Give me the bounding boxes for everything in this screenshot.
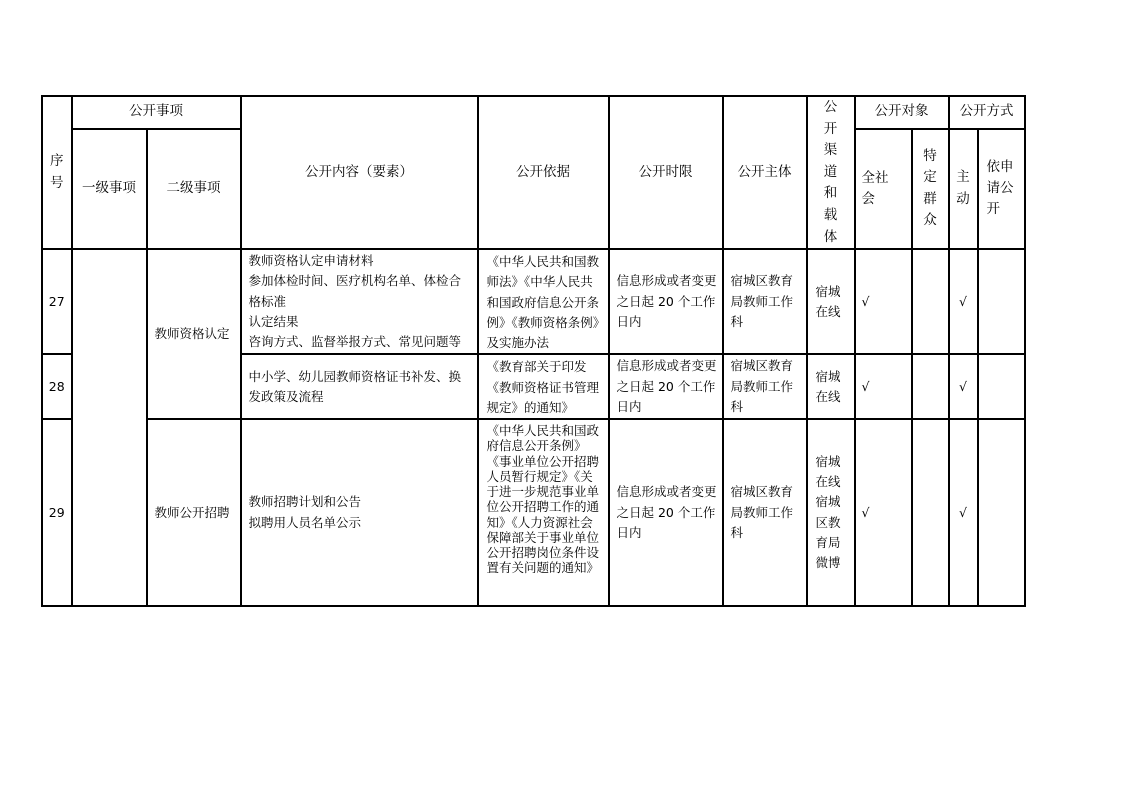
row-subject: 宿城区教育局教师工作科 [723, 419, 807, 606]
row-seq: 28 [42, 354, 72, 419]
row-subject: 宿城区教育局教师工作科 [723, 354, 807, 419]
header-method-group: 公开方式 [949, 96, 1025, 129]
header-items-group: 公开事项 [72, 96, 241, 129]
row-level2: 教师资格认定 [147, 249, 241, 419]
row-content [241, 249, 478, 354]
header-channel: 公开渠道和载体 [807, 96, 855, 249]
header-method-apply: 依申请公开 [978, 129, 1025, 250]
row-target-specific [912, 354, 949, 419]
row-subject: 宿城区教育局教师工作科 [723, 249, 807, 354]
header-target-specific: 特定群众 [912, 129, 949, 250]
row-content [241, 354, 478, 419]
header-subject: 公开主体 [723, 96, 807, 249]
row-channel: 宿城在线 [807, 354, 855, 419]
content-line: 教师资格认定申请材料 [248, 253, 374, 269]
row-time-limit: 信息形成或者变更之日起 20 个工作日内 [609, 249, 723, 354]
header-level2: 二级事项 [147, 129, 241, 250]
content-line: 格标准 [248, 293, 287, 309]
row-basis: 《中华人民共和国教师法》《中华人民共和国政府信息公开条例》《教师资格条例》及实施办法 [478, 249, 609, 354]
row-time-limit: 信息形成或者变更之日起 20 个工作日内 [609, 419, 723, 606]
row-method-apply [978, 419, 1025, 606]
content-line: 教师招聘计划和公告 [248, 494, 362, 510]
row-channel: 宿城在线 [807, 249, 855, 354]
content-line: 参加体检时间、医疗机构名单、体检合 [248, 273, 462, 289]
row-basis: 《教育部关于印发《教师资格证书管理规定》的通知》 [478, 354, 609, 419]
header-method-active: 主动 [949, 129, 978, 250]
row-target-all: √ [855, 354, 912, 419]
content-line: 发政策及流程 [248, 388, 324, 404]
table-row [42, 419, 1025, 606]
disclosure-table [41, 95, 1026, 607]
row-method-apply [978, 249, 1025, 354]
level1-cell [72, 249, 147, 606]
row-method-apply [978, 354, 1025, 419]
row-method-active: √ [949, 419, 978, 606]
header-target-all: 全社会 [855, 129, 912, 250]
content-line: 拟聘用人员名单公示 [248, 514, 362, 530]
table-row [42, 249, 1025, 354]
header-level1: 一级事项 [72, 129, 147, 250]
row-method-active: √ [949, 354, 978, 419]
header-content: 公开内容（要素） [241, 96, 478, 249]
row-method-active: √ [949, 249, 978, 354]
content-line: 认定结果 [248, 313, 299, 329]
row-seq: 27 [42, 249, 72, 354]
header-target-group: 公开对象 [855, 96, 949, 129]
row-level2: 教师公开招聘 [147, 419, 241, 606]
row-time-limit: 信息形成或者变更之日起 20 个工作日内 [609, 354, 723, 419]
content-line: 咨询方式、监督举报方式、常见问题等 [248, 334, 462, 350]
row-target-specific [912, 249, 949, 354]
header-seq: 序号 [42, 96, 72, 249]
row-content [241, 419, 478, 606]
row-channel: 宿城在线宿城区教育局微博 [807, 419, 855, 606]
row-target-specific [912, 419, 949, 606]
content-line: 中小学、幼儿园教师资格证书补发、换 [248, 368, 462, 384]
row-seq: 29 [42, 419, 72, 606]
row-basis: 《中华人民共和国政府信息公开条例》《事业单位公开招聘人员暂行规定》《关于进一步规范事业单位公开招聘工作的通知》《人力资源社会保障部关于事业单位公开招聘岗位条件设置有关问题的通知》 [478, 419, 609, 606]
header-time-limit: 公开时限 [609, 96, 723, 249]
header-basis: 公开依据 [478, 96, 609, 249]
row-target-all: √ [855, 419, 912, 606]
row-target-all: √ [855, 249, 912, 354]
